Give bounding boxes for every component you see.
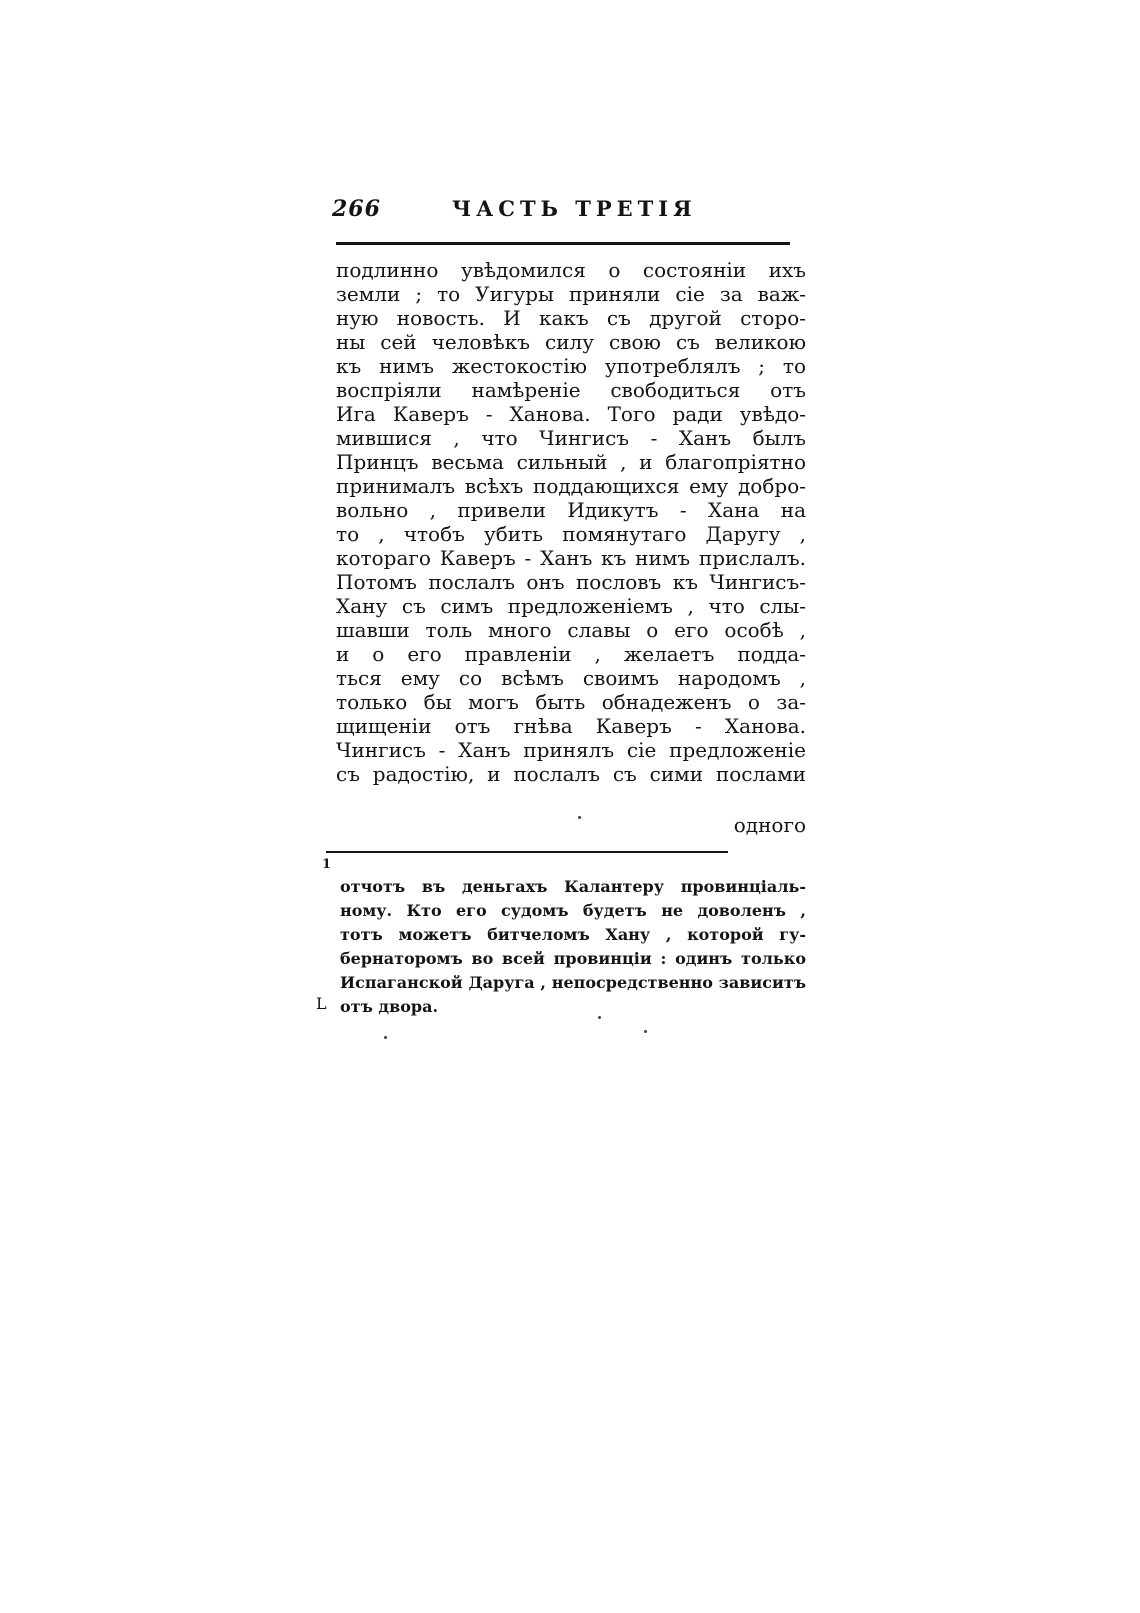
footnote-rule bbox=[326, 851, 728, 853]
text-line: подлинно увѣдомился о состояніи ихъ bbox=[336, 258, 806, 282]
ink-speck bbox=[578, 816, 581, 819]
text-line: земли ; то Уигуры приняли сіе за важ- bbox=[336, 282, 806, 306]
footnote-line: тотъ можетъ битчеломъ Хану , которой гу- bbox=[340, 925, 806, 944]
ink-speck bbox=[384, 1036, 387, 1039]
footnote-line: бернаторомъ во всей провинціи : одинъ только bbox=[340, 949, 806, 968]
text-line: только бы могъ быть обнадеженъ о за- bbox=[336, 690, 806, 714]
footnote-block bbox=[340, 875, 806, 1019]
footnote-line: Испаганской Даруга , непосредственно зависитъ bbox=[340, 973, 806, 992]
text-line: принималъ всѣхъ поддающихся ему добро- bbox=[336, 474, 806, 498]
text-line: съ радостію, и послалъ съ сими послами bbox=[336, 762, 806, 786]
running-title: ЧАСТЬ ТРЕТІЯ bbox=[452, 196, 697, 221]
text-line: Потомъ послалъ онъ пословъ къ Чингисъ- bbox=[336, 570, 806, 594]
footnote-line: ному. Кто его судомъ будетъ не доволенъ , bbox=[340, 901, 806, 920]
catchword: одного bbox=[733, 813, 806, 837]
footnote-line: отчотъ въ деньгахъ Калантеру провинціаль- bbox=[340, 877, 806, 896]
main-text-block bbox=[336, 258, 806, 786]
header-rule bbox=[336, 242, 790, 245]
ink-speck bbox=[644, 1030, 647, 1033]
text-line: ную новость. И какъ съ другой сторо- bbox=[336, 306, 806, 330]
text-line: ны сей человѣкъ силу свою съ великою bbox=[336, 330, 806, 354]
text-line: Принцъ весьма сильный , и благопріятно bbox=[336, 450, 806, 474]
text-line: шавши толь много славы о его особѣ , bbox=[336, 618, 806, 642]
running-head bbox=[332, 196, 792, 228]
text-line: къ нимъ жестокостію употреблялъ ; то bbox=[336, 354, 806, 378]
text-line: и о его правленіи , желаетъ подда- bbox=[336, 642, 806, 666]
catchword-row bbox=[336, 812, 806, 838]
footnote-marker: 1 bbox=[322, 857, 332, 872]
text-line: Чингисъ - Ханъ принялъ сіе предложеніе bbox=[336, 738, 806, 762]
text-line: Ига Каверъ - Ханова. Того ради увѣдо- bbox=[336, 402, 806, 426]
text-line: щищеніи отъ гнѣва Каверъ - Ханова. bbox=[336, 714, 806, 738]
text-line: ться ему со всѣмъ своимъ народомъ , bbox=[336, 666, 806, 690]
footnote-line: отъ двора. bbox=[340, 997, 439, 1016]
text-line: Хану съ симъ предложеніемъ , что слы- bbox=[336, 594, 806, 618]
text-line: то , чтобъ убить помянутаго Даругу , bbox=[336, 522, 806, 546]
ink-speck bbox=[598, 1016, 601, 1019]
text-line: котораго Каверъ - Ханъ къ нимъ прислалъ. bbox=[336, 546, 806, 570]
text-line: мившися , что Чингисъ - Ханъ былъ bbox=[336, 426, 806, 450]
text-line: вольно , привели Идикутъ - Хана на bbox=[336, 498, 806, 522]
text-line: воспріяли намѣреніе свободиться отъ bbox=[336, 378, 806, 402]
page-number: 266 bbox=[332, 196, 381, 222]
margin-mark: L bbox=[316, 994, 327, 1013]
